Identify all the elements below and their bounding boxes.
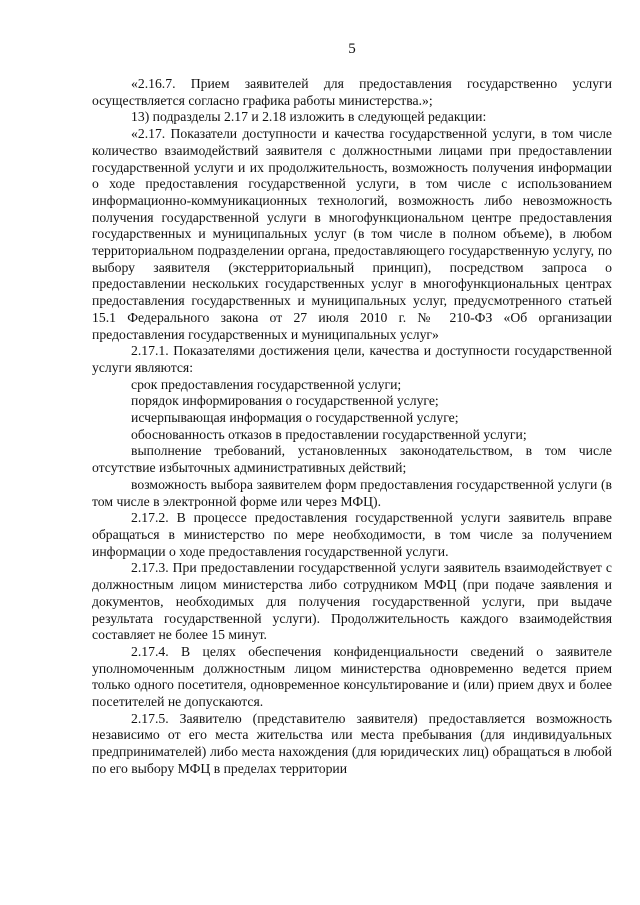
list-item-exhaustive-info: исчерпывающая информация о государственной услуге; — [131, 410, 459, 426]
list-item-refusals: обоснованность отказов в предоставлении государственной услуги; — [131, 426, 527, 442]
paragraph-2-17-5: 2.17.5. Заявителю (представителю заявителя) предоставляется возможность независимо от его места жительства или места пребывания (для индивидуальных предпринимателей) либо места нахождения (для юридических лиц) обращаться в любой по его выбору МФЦ в пределах территории — [92, 710, 612, 776]
document-page — [92, 38, 612, 778]
document-body — [92, 76, 612, 778]
paragraph-2-17: «2.17. Показатели доступности и качества государственной услуги, в том числе количество взаимодействий заявителя с должностными лицами при предоставлении государственной услуги и их продолжительность, возможность получения информации о ходе предоставления государственной услуги, в том числе с использованием информационно-коммуникационных технологий, возможность либо невозможность получения государственной услуги в многофункциональном центре предоставления государственных и муниципальных услуг (в том числе в полном объеме), в любом территориальном подразделении органа, предоставляющего государственную услугу, по выбору заявителя (экстерриториальный принцип), посредством запроса о предоставлении нескольких государственных услуг в многофункциональных центрах предоставления государственных и муниципальных услуг, предусмотренного статьей 15.1 Федерального закона от 27 июля 2010 г. № 210-ФЗ «Об организации предоставления государственных и муниципальных услуг» — [92, 126, 612, 342]
list-item-informing: порядок информирования о государственной услуге; — [131, 393, 439, 409]
paragraph-2-17-3: 2.17.3. При предоставлении государственной услуги заявитель взаимодействует с должностным лицом министерства либо сотрудником МФЦ (при подаче заявления и документов, необходимых для получения государственной услуги, при выдаче результата государственной услуги). Продолжительность каждого взаимодействия составляет не более 15 минут. — [92, 560, 612, 643]
list-item-requirements: выполнение требований, установленных законодательством, в том числе отсутствие избыточных административных действий; — [92, 443, 612, 476]
paragraph-2-17-2: 2.17.2. В процессе предоставления государственной услуги заявитель вправе обращаться в министерство по мере необходимости, в том числе за получением информации о ходе предоставления государственной услуги. — [92, 510, 612, 559]
list-item-deadline: срок предоставления государственной услуги; — [131, 376, 402, 392]
paragraph-2-16-7: «2.16.7. Прием заявителей для предоставления государственно услуги осуществляется согласно графика работы министерства.»; — [92, 76, 612, 108]
paragraph-item-13: 13) подразделы 2.17 и 2.18 изложить в следующей редакции: — [131, 109, 487, 125]
paragraph-2-17-4: 2.17.4. В целях обеспечения конфиденциальности сведений о заявителе уполномоченным должностным лицом министерства одновременно ведется прием только одного посетителя, одновременное консультирование и (или) прием двух и более посетителей не допускаются. — [92, 643, 612, 710]
paragraph-2-17-1: 2.17.1. Показателями достижения цели, качества и доступности государственной услуги являются: — [92, 343, 612, 375]
list-item-form-choice: возможность выбора заявителем форм предоставления государственной услуги (в том числе в электронной форме или через МФЦ). — [92, 476, 612, 509]
page-number: 5 — [348, 41, 356, 57]
